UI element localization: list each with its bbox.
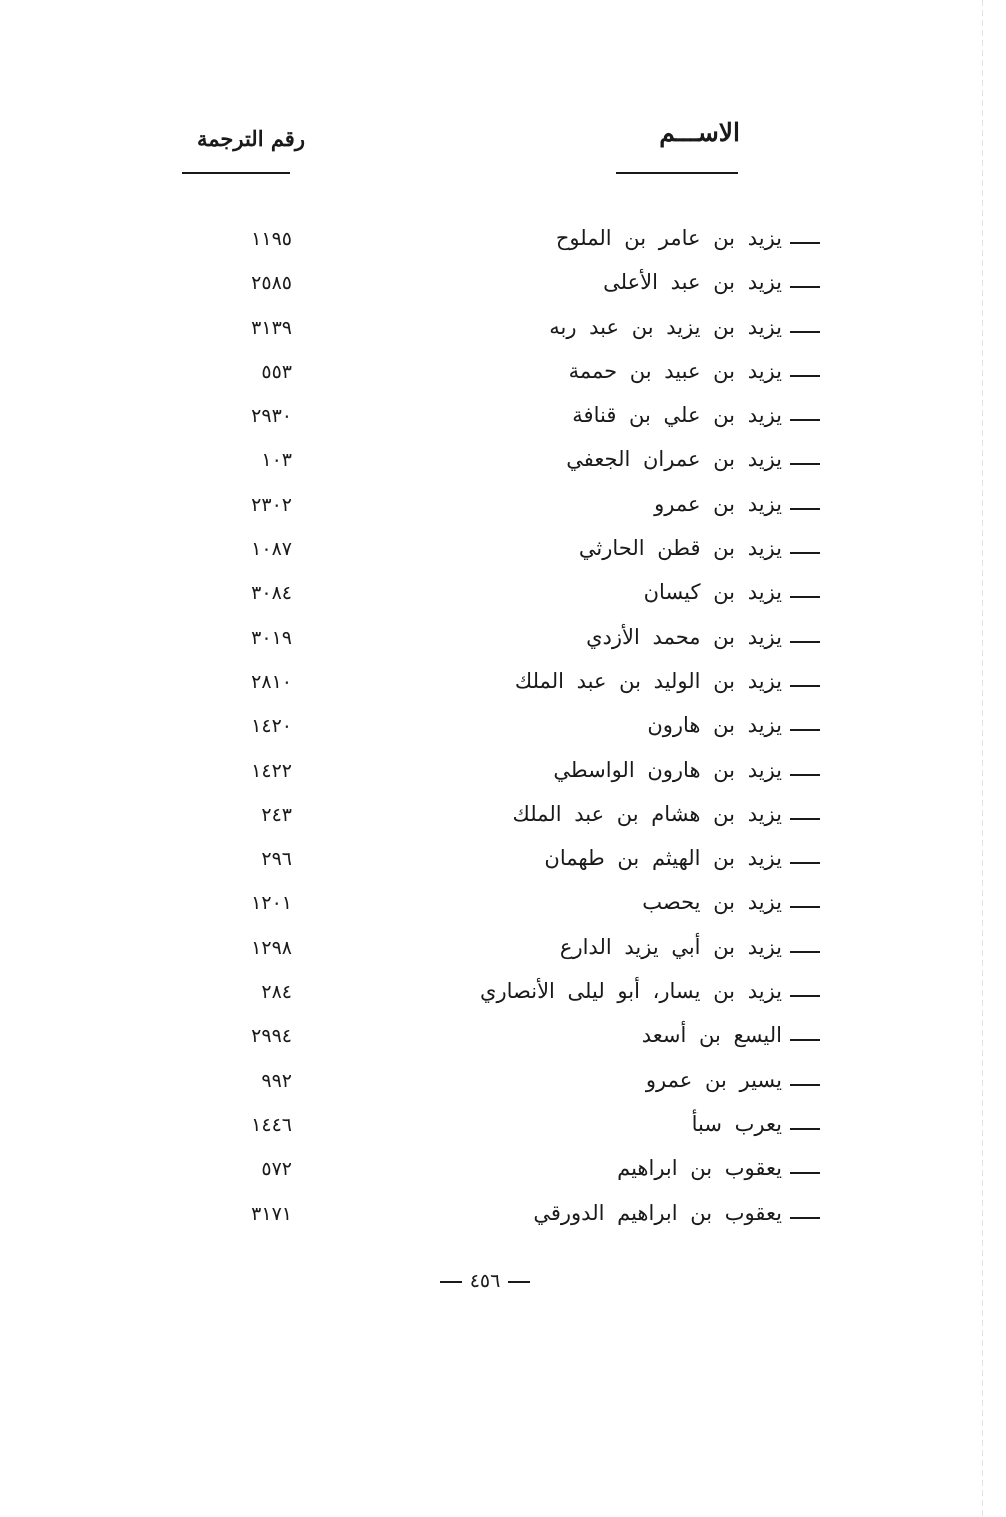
index-entry-row: [0, 1195, 1006, 1239]
entry-dash: [790, 508, 820, 510]
entry-name: يعقوب بن ابراهيم: [617, 1156, 782, 1181]
column-header-name: الاســـم: [659, 118, 740, 147]
entry-number: ١١٩٥: [251, 228, 292, 250]
entry-name: يزيد بن هشام بن عبد الملك: [512, 801, 782, 826]
entry-number: ٥٧٢: [261, 1158, 292, 1181]
entry-number: ٢٨٤: [261, 981, 292, 1004]
entry-name: يسير بن عمرو: [645, 1067, 782, 1092]
entry-number: ٥٥٣: [261, 360, 292, 383]
entry-name: يزيد بن عمران الجعفي: [566, 447, 782, 472]
index-entry-row: [0, 663, 1006, 707]
entry-name: يزيد بن هارون: [647, 713, 782, 738]
entry-name: يزيد بن يزيد بن عبد ربه: [549, 314, 782, 339]
index-entry-row: [0, 796, 1006, 840]
index-entry-row: [0, 264, 1006, 308]
entry-dash: [790, 1084, 820, 1086]
entry-name: يزيد بن يسار، أبو ليلى الأنصاري: [480, 979, 782, 1004]
entry-name: يزيد بن عامر بن الملوح: [555, 226, 782, 250]
entry-dash: [790, 685, 820, 687]
entry-name: يعقوب بن ابراهيم الدورقي: [533, 1200, 782, 1225]
page-number-dash-right: [508, 1281, 530, 1283]
entry-number: ١٤٤٦: [251, 1113, 292, 1136]
entry-dash: [790, 906, 820, 908]
index-entry-row: [0, 1106, 1006, 1150]
index-entry-row: [0, 1150, 1006, 1194]
index-entry-row: [0, 1017, 1006, 1061]
entry-dash: [790, 596, 820, 598]
index-entry-row: [0, 530, 1006, 574]
entry-dash: [790, 331, 820, 333]
entry-dash: [790, 552, 820, 554]
entry-dash: [790, 729, 820, 731]
column-header-name-underline: [616, 172, 738, 174]
entry-number: ١٠٣: [261, 449, 292, 472]
entry-number: ٢٤٣: [261, 803, 292, 826]
entry-dash: [790, 774, 820, 776]
index-entry-row: [0, 486, 1006, 530]
entry-dash: [790, 862, 820, 864]
entry-number: ١٤٢٢: [251, 759, 292, 782]
entry-number: ٢٥٨٥: [251, 272, 292, 295]
entry-dash: [790, 1217, 820, 1219]
entry-name: يزيد بن عبد الأعلى: [603, 270, 782, 295]
entry-name: يزيد بن كيسان: [643, 580, 782, 605]
entry-dash: [790, 375, 820, 377]
entry-name: يزيد بن الوليد بن عبد الملك: [514, 668, 782, 693]
entry-number: ٣٠١٩: [251, 626, 292, 649]
entry-dash: [790, 1039, 820, 1041]
entry-number: ٢٩٩٤: [251, 1025, 292, 1048]
index-entry-row: [0, 752, 1006, 796]
entry-dash: [790, 242, 820, 244]
entry-dash: [790, 419, 820, 421]
entry-dash: [790, 463, 820, 465]
entry-name: يزيد بن هارون الواسطي: [553, 757, 782, 782]
entry-name: يزيد بن يحصب: [642, 890, 782, 915]
column-header-number: رقم الترجمة: [196, 126, 305, 151]
column-header-number-underline: [182, 172, 290, 174]
entry-number: ٢٣٠٢: [251, 493, 292, 516]
index-entry-row: [0, 619, 1006, 663]
entry-number: ٢٨١٠: [251, 670, 292, 693]
entry-dash: [790, 818, 820, 820]
entry-number: ٩٩٢: [261, 1069, 292, 1092]
entry-dash: [790, 1172, 820, 1174]
index-entry-row: [0, 840, 1006, 884]
page-number: [420, 1270, 550, 1292]
entry-dash: [790, 286, 820, 288]
page-number-dash-left: [440, 1281, 462, 1283]
index-entry-row: [0, 1062, 1006, 1106]
entry-name: اليسع بن أسعد: [641, 1023, 782, 1048]
entry-number: ١٢٩٨: [251, 936, 292, 959]
entry-number: ٣١٧١: [251, 1202, 292, 1225]
index-entry-row: [0, 574, 1006, 618]
index-entries-list: [0, 220, 1006, 1239]
index-entry-row: [0, 441, 1006, 485]
entry-number: ٣١٣٩: [251, 316, 292, 339]
entry-name: يزيد بن أبي يزيد الدارع: [559, 934, 782, 959]
index-entry-row: [0, 884, 1006, 928]
entry-number: ٢٩٣٠: [251, 405, 292, 428]
entry-number: ٢٩٦: [261, 848, 292, 871]
entry-number: ١٠٨٧: [251, 538, 292, 561]
entry-dash: [790, 951, 820, 953]
index-entry-row: [0, 707, 1006, 751]
entry-dash: [790, 1128, 820, 1130]
index-entry-row: [0, 397, 1006, 441]
index-entry-row: [0, 220, 1006, 264]
entry-name: يزيد بن قطن الحارثي: [578, 536, 782, 561]
entry-number: ١٢٠١: [251, 892, 292, 915]
entry-name: يزيد بن الهيثم بن طهمان: [544, 846, 782, 871]
entry-name: يزيد بن عبيد بن حممة: [568, 358, 782, 383]
entry-dash: [790, 641, 820, 643]
entry-number: ١٤٢٠: [251, 715, 292, 738]
entry-name: يعرب سبأ: [691, 1111, 782, 1136]
entry-dash: [790, 995, 820, 997]
index-entry-row: [0, 309, 1006, 353]
entry-name: يزيد بن علي بن قنافة: [572, 403, 782, 428]
index-entry-row: [0, 973, 1006, 1017]
index-entry-row: [0, 353, 1006, 397]
page-number-value: ٤٥٦: [469, 1270, 501, 1292]
entry-name: يزيد بن عمرو: [654, 491, 782, 516]
index-entry-row: [0, 929, 1006, 973]
entry-name: يزيد بن محمد الأزدي: [586, 624, 782, 649]
entry-number: ٣٠٨٤: [251, 582, 292, 605]
